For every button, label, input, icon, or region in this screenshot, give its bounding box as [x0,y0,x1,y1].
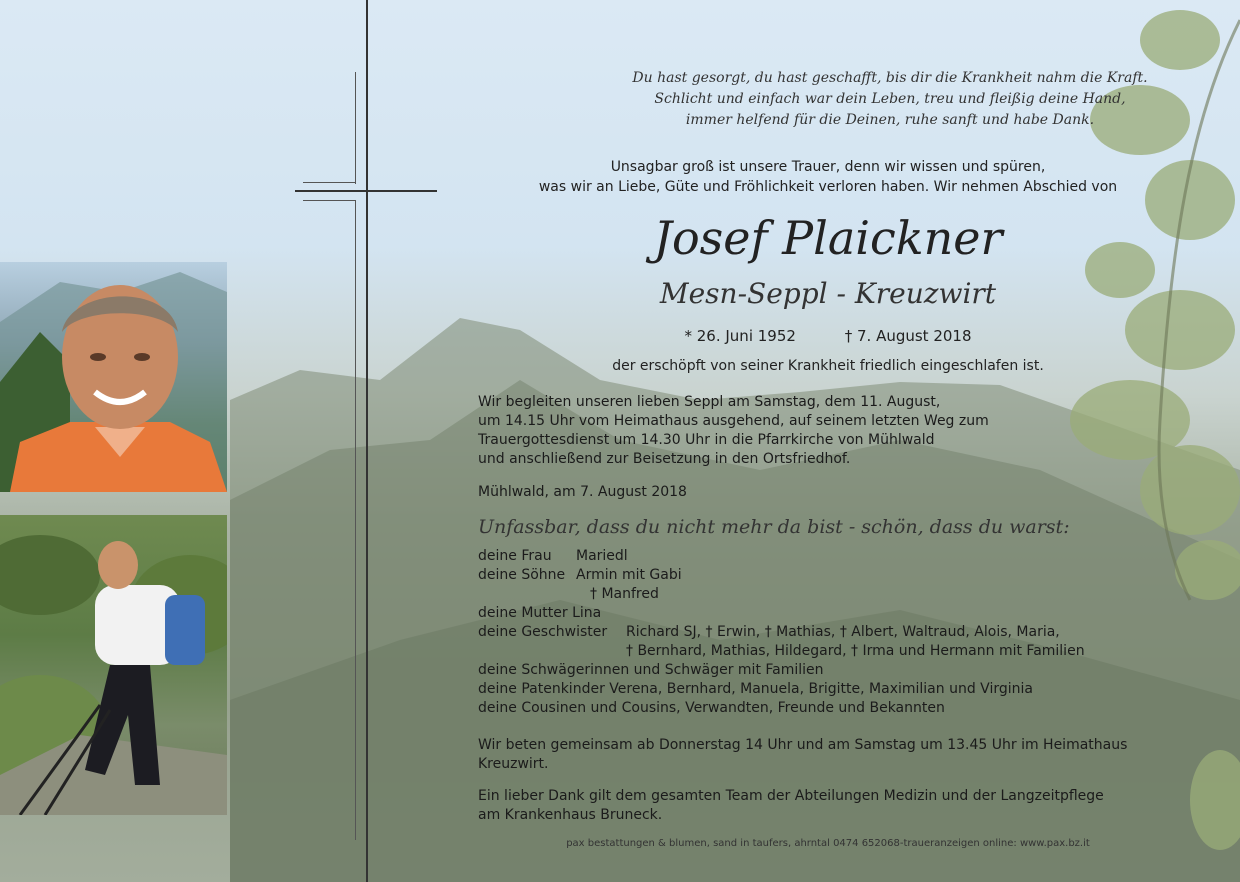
funeral-line: Wir begleiten unseren lieben Seppl am Samstag, dem 11. August, [478,394,941,410]
footer-credit: pax bestattungen & blumen, sand in taufers, ahrntal 0474 652068-traueranzeigen online: www.pax.bz.it [566,838,1090,849]
birth-date: * 26. Juni 1952 [684,327,796,345]
intro-text [478,157,1178,197]
family-label: deine Söhne [478,567,566,583]
family-row-siblings-2 [478,642,1198,661]
family-value: Mariedl [576,548,628,564]
funeral-line: und anschließend zur Beisetzung in den Ortsfriedhof. [478,451,851,467]
cross-thin-line [355,72,356,184]
verse-line: Schlicht und einfach war dein Leben, treu und fleißig deine Hand, [654,91,1126,107]
family-value: † Bernhard, Mathias, Hildegard, † Irma und Hermann mit Familien [626,643,1085,659]
family-row-godchildren: deine Patenkinder Verena, Bernhard, Manuela, Brigitte, Maximilian und Virginia [478,681,1033,697]
verse-line: immer helfend für die Deinen, ruhe sanft und habe Dank. [685,112,1095,128]
intro-line: Unsagbar groß ist unsere Trauer, denn wir wissen und spüren, [610,159,1046,175]
cross-thin-line [303,182,355,183]
funeral-line: Trauergottesdienst um 14.30 Uhr in die Pfarrkirche von Mühlwald [478,432,935,448]
family-value: Richard SJ, † Erwin, † Mathias, † Albert, Waltraud, Alois, Maria, [626,624,1060,640]
family-row-sons [478,566,1198,585]
funeral-line: um 14.15 Uhr vom Heimathaus ausgehend, auf seinem letzten Weg zum [478,413,989,429]
family-row-inlaws: deine Schwägerinnen und Schwäger mit Familien [478,662,824,678]
verse-line: Du hast gesorgt, du hast geschafft, bis dir die Krankheit nahm die Kraft. [632,70,1148,86]
place-date: Mühlwald, am 7. August 2018 [478,484,687,500]
thanks-line: am Krankenhaus Bruneck. [478,807,663,823]
deceased-name: Josef Plaickner [653,211,1003,265]
family-list [478,547,1198,718]
prayer-info [478,736,1198,774]
family-label: deine Frau [478,548,552,564]
prayer-line: Wir beten gemeinsam ab Donnerstag 14 Uhr und am Samstag um 13.45 Uhr im Heimathaus [478,737,1128,753]
cross-horizontal-line [295,190,437,192]
deceased-nickname: Mesn-Seppl - Kreuzwirt [659,277,997,310]
thanks-line: Ein lieber Dank gilt dem gesamten Team der Abteilungen Medizin und der Langzeitpflege [478,788,1104,804]
family-value: † Manfred [590,586,659,602]
portrait-photo [0,262,227,492]
thanks-note [478,787,1198,825]
farewell-quote: Unfassbar, dass du nicht mehr da bist - schön, dass du warst: [478,516,1070,538]
memorial-verse [510,68,1240,131]
cross-thin-line [303,200,355,201]
cross-thin-line [355,200,356,840]
intro-line: was wir an Liebe, Güte und Fröhlichkeit verloren haben. Wir nehmen Abschied von [538,179,1118,195]
death-date: † 7. August 2018 [844,327,972,345]
family-row-mother: deine Mutter Lina [478,605,602,621]
hiking-photo [0,515,227,815]
family-value: Armin mit Gabi [576,567,682,583]
passing-text: der erschöpft von seiner Krankheit friedlich eingeschlafen ist. [612,358,1044,374]
prayer-line: Kreuzwirt. [478,756,549,772]
family-label: deine Geschwister [478,624,608,640]
funeral-info [478,393,1198,469]
family-row-sons-2 [478,585,1198,604]
family-row-wife [478,547,1198,566]
family-row-cousins: deine Cousinen und Cousins, Verwandten, Freunde und Bekannten [478,700,945,716]
cross-vertical-line [366,0,368,882]
family-row-siblings [478,623,1198,642]
life-dates [478,327,1178,345]
